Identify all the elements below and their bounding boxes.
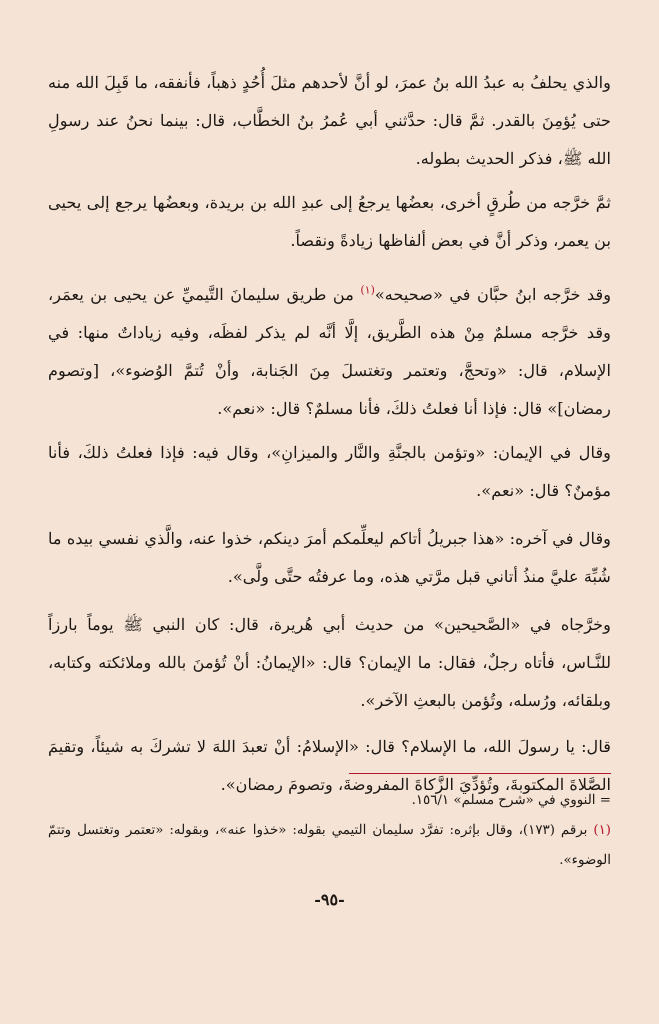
body-paragraph: قال: يا رسولَ الله، ما الإسلام؟ قال: «الإسلامُ: أنْ تعبدَ اللهَ لا تشركَ به شيئاً، وتقيمَ الصَّلاةَ المكتوبةَ، وتُؤدِّيَ الزَّكاةَ المفروضةَ، وتصومَ رمضان».	[48, 737, 611, 795]
body-paragraph-text: وقد خرَّجه ابنُ حبَّان في «صحيحه»$^{(١)}$ من طريق سليمانَ التَّيميِّ عن يحيى بن يعمَر، وقد خرَّجه مسلمٌ مِنْ هذه الطَّريق، إلَّا أنَّه لم يذكر لفظَه، وفيه زياداتٌ منها: في الإسلام، قال: «وتحجَّ، وتعتمر وتغتسلَ مِنَ الجَنابة، وأنْ تُتمَّ الوُضوء»، [وتصوم رمضان]» قال: فإذا أنا فعلتُ ذلكَ، فأنا مسلمٌ؟ قال: «نعم».	[48, 284, 612, 419]
body-paragraph-with-footnote	[48, 272, 611, 428]
footnote-text: برقم (١٧٣)، وقال بإثره: تفرَّد سليمان التيمي بقوله: «خذوا عنه»، وبقوله: «تعتمر وتغتسل وتتمّ الوضوء».	[48, 823, 611, 868]
body-paragraph: وخرَّجاه في «الصَّحيحين» من حديث أبي هُريرة، قال: كان النبي ﷺ يوماً بارزاً للنَّـاس، فأتاه رجلٌ، فقال: ما الإيمان؟ قال: «الإيمانُ: أنْ تُؤمنَ بالله وملائكته وكتابه، وبلقائه، ورُسله، وتُؤمن بالبعثِ الآخر».	[48, 615, 611, 711]
footnotes-section	[48, 786, 611, 876]
footnote-continued: = النووي في «شرح مسلم» ١٥٦/١.	[411, 793, 611, 808]
footnote-marker: (١)	[593, 823, 611, 838]
body-paragraph: وقال في آخره: «هذا جبريلُ أتاكم ليعلِّمكم أمرَ دينكم، خذوا عنه، والَّذي نفسي بيده ما شُبِّهَ عليَّ منذُ أتاني قبل مرَّتي هذه، وما عرفتُه حتَّى ولَّى».	[48, 529, 611, 587]
page-number: -٩٥-	[314, 890, 345, 909]
body-paragraph: والذي يحلفُ به عبدُ الله بنُ عمرَ، لو أنَّ لأحدهم مثلَ أُحُدٍ ذهباً، فأنفقه، ما قَبِلَ الله منه حتى يُؤمِنَ بالقدر. ثمَّ قال: حدَّثني أبي عُمرُ بنُ الخطَّاب، قال: بينما نحنُ عند رسولِ الله ﷺ، فذكر الحديث بطوله.	[48, 73, 611, 168]
footnote-separator	[349, 773, 611, 774]
body-paragraph: وقال في الإيمان: «وتؤمن بالجنَّةِ والنَّار والميزانِ»، وقال فيه: فإذا فعلتُ ذلكَ، فأنا مؤمنٌ؟ قال: «نعم».	[48, 443, 611, 501]
footnote-reference: (١)	[360, 284, 375, 297]
body-paragraph: ثمَّ خرَّجه من طُرقٍ أخرى، بعضُها يرجعُ إلى عبدِ الله بن بريدة، وبعضُها يرجع إلى يحيى بن يعمر، وذكر أنَّ في بعض ألفاظها زيادةً ونقصاً.	[48, 193, 611, 250]
footnote-1	[48, 816, 611, 876]
